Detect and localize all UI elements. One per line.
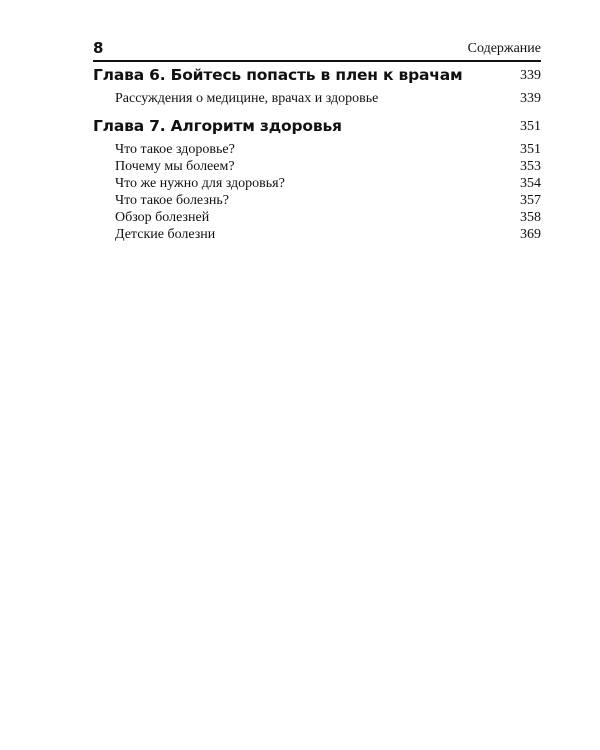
- chapter-6-title: Глава 6. Бойтесь попасть в плен к врачам: [93, 66, 463, 84]
- section-page: 339: [520, 91, 541, 106]
- section-title: Что же нужно для здоровья?: [115, 176, 285, 191]
- section-page: 358: [520, 210, 541, 225]
- section-title: Что такое здоровье?: [115, 142, 235, 157]
- page-number: 8: [93, 39, 104, 57]
- chapter-7-page: 351: [520, 119, 541, 134]
- chapter-6-page: 339: [520, 68, 541, 83]
- section-title: Что такое болезнь?: [115, 193, 229, 208]
- section-page: 357: [520, 193, 541, 208]
- section-page: 353: [520, 159, 541, 174]
- section-page: 354: [520, 176, 541, 191]
- page-header: [93, 38, 541, 58]
- section-page: 369: [520, 227, 541, 242]
- section-title: Обзор болезней: [115, 210, 210, 225]
- section-title: Почему мы болеем?: [115, 159, 235, 174]
- chapter-7-title: Глава 7. Алгоритм здоровья: [93, 117, 342, 135]
- header-divider: [93, 60, 541, 62]
- section-title: Рассуждения о медицине, врачах и здоровье: [115, 91, 379, 106]
- section-page: 351: [520, 142, 541, 157]
- running-title: Содержание: [467, 41, 541, 56]
- section-title: Детские болезни: [115, 227, 216, 242]
